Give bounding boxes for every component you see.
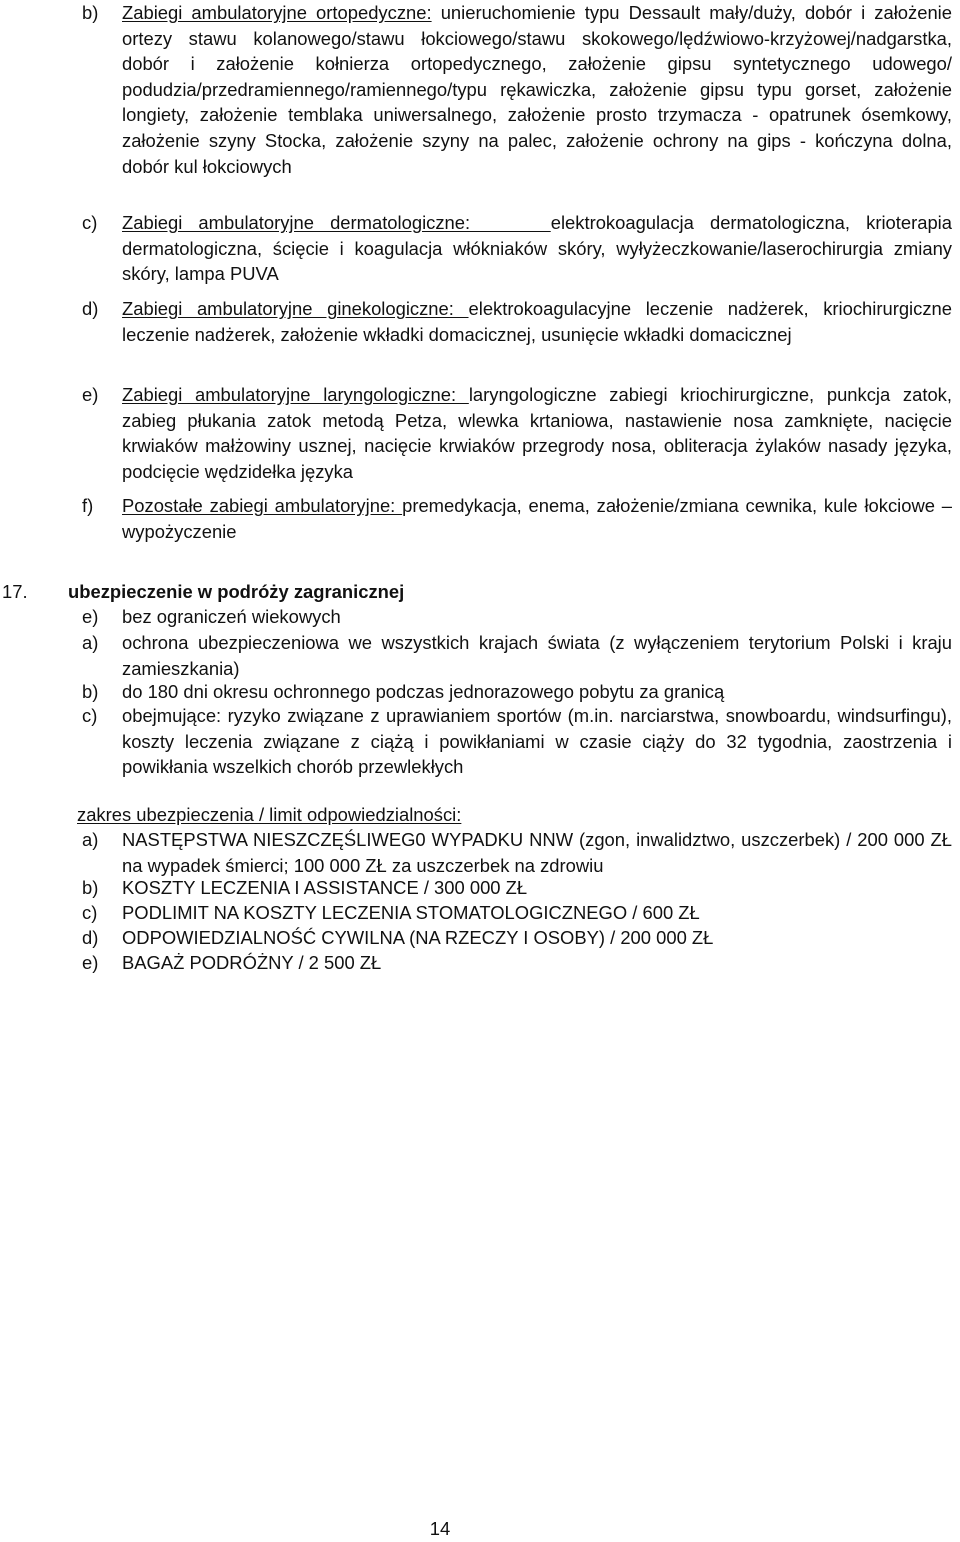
- item-text: PODLIMIT NA KOSZTY LECZENIA STOMATOLOGICZNEGO / 600 ZŁ: [122, 902, 700, 923]
- item-label: e): [82, 952, 99, 973]
- section-number: 17.: [2, 581, 28, 602]
- scope-item: [82, 900, 952, 926]
- item-text: bez ograniczeń wiekowych: [122, 606, 341, 627]
- travel-condition-item: [82, 679, 952, 705]
- item-text: obejmujące: ryzyko związane z uprawianiem sportów (m.in. narciarstwa, snowboardu, windsurfingu), koszty leczenia związane z ciążą i powikłaniami w czasie ciąży do 32 tygodnia, zaostrzenia i powikłania wszelkich chorób przewlekłych: [122, 705, 952, 778]
- item-label: e): [82, 606, 99, 627]
- item-text: NASTĘPSTWA NIESZCZĘŚLIWEG0 WYPADKU NNW (zgon, inwalidztwo, uszczerbek) / 200 000 ZŁ na wypadek śmierci; 100 000 ZŁ za uszczerbek na zdrowiu: [122, 829, 952, 876]
- item-text: elektrokoagulacja dermatologiczna, krioterapia dermatologiczna, ścięcie i koagulacja włókniaków skóry, wyłyżeczkowanie/laserochirurgia zmiany skóry, lampa PUVA: [122, 212, 952, 285]
- scope-item: [82, 950, 952, 976]
- section-17-heading: [0, 579, 950, 605]
- scope-item: [82, 827, 952, 878]
- ortho-procedures-item: [82, 0, 952, 179]
- item-text: ochrona ubezpieczeniowa we wszystkich krajach świata (z wyłączeniem terytorium Polski i kraju zamieszkania): [122, 632, 952, 679]
- item-text: laryngologiczne zabiegi kriochirurgiczne, punkcja zatok, zabieg płukania zatok metodą Petza, wlewka krtaniowa, nastawienie nosa zamknięte, nacięcie krwiaków małżowiny usznej, nacięcie krwiaków przegrody nosa, obliteracja żylaków nasady języka, podcięcie wędzidełka języka: [122, 384, 952, 482]
- scope-item: [82, 925, 952, 951]
- item-label: a): [82, 632, 99, 653]
- scope-item: [82, 875, 952, 901]
- travel-condition-item: [82, 703, 952, 780]
- item-heading: Zabiegi ambulatoryjne laryngologiczne:: [122, 384, 469, 405]
- item-label: d): [82, 298, 99, 319]
- item-heading: Zabiegi ambulatoryjne ginekologiczne:: [122, 298, 469, 319]
- travel-condition-item: [82, 604, 952, 630]
- laryng-procedures-item: [82, 382, 952, 484]
- gyn-procedures-item: [82, 296, 952, 347]
- item-label: b): [82, 681, 99, 702]
- item-text: do 180 dni okresu ochronnego podczas jednorazowego pobytu za granicą: [122, 681, 725, 702]
- item-text: BAGAŻ PODRÓŻNY / 2 500 ZŁ: [122, 952, 382, 973]
- item-label: c): [82, 902, 98, 923]
- item-label: e): [82, 384, 99, 405]
- derma-procedures-item: [82, 210, 952, 287]
- item-text: premedykacja, enema, założenie/zmiana cewnika, kule łokciowe – wypożyczenie: [122, 495, 953, 542]
- other-procedures-item: [82, 493, 952, 544]
- item-label: a): [82, 829, 99, 850]
- travel-condition-item: [82, 630, 952, 681]
- item-text: KOSZTY LECZENIA I ASSISTANCE / 300 000 ZŁ: [122, 877, 528, 898]
- item-label: d): [82, 927, 99, 948]
- item-label: c): [82, 705, 98, 726]
- section-title: ubezpieczenie w podróży zagranicznej: [68, 581, 405, 602]
- item-heading: Pozostałe zabiegi ambulatoryjne:: [122, 495, 403, 516]
- item-label: b): [82, 877, 99, 898]
- item-label: b): [82, 2, 99, 23]
- item-text: ODPOWIEDZIALNOŚĆ CYWILNA (NA RZECZY I OSOBY) / 200 000 ZŁ: [122, 927, 714, 948]
- item-text: unieruchomienie typu Dessault mały/duży, dobór i założenie ortezy stawu kolanowego/stawu łokciowego/stawu skokowego/lędźwiowo-krzyżowej/nadgarstka, dobór i założenie kołnierza ortopedycznego, założenie gipsu syntetycznego udowego/ podudzia/przedramiennego/ramiennego/typu rękawiczka, założenie gipsu typu gorset, założenie longiety, założenie temblaka uniwersalnego, założenie prosto trzymacza - opatrunek ósemkowy, założenie szyny Stocka, założenie szyny na palec, założenie ochrony na gips - kończyna dolna, dobór kul łokciowych: [122, 2, 952, 177]
- item-heading: Zabiegi ambulatoryjne dermatologiczne:: [122, 212, 551, 233]
- page-number: 14: [429, 1518, 451, 1539]
- item-label: f): [82, 495, 94, 516]
- item-heading: Zabiegi ambulatoryjne ortopedyczne:: [122, 2, 432, 23]
- item-text: elektrokoagulacyjne leczenie nadżerek, kriochirurgiczne leczenie nadżerek, założenie wkładki domacicznej, usunięcie wkładki domacicznej: [122, 298, 952, 345]
- item-label: c): [82, 212, 98, 233]
- insurance-scope-heading: zakres ubezpieczenia / limit odpowiedzialności:: [77, 804, 462, 825]
